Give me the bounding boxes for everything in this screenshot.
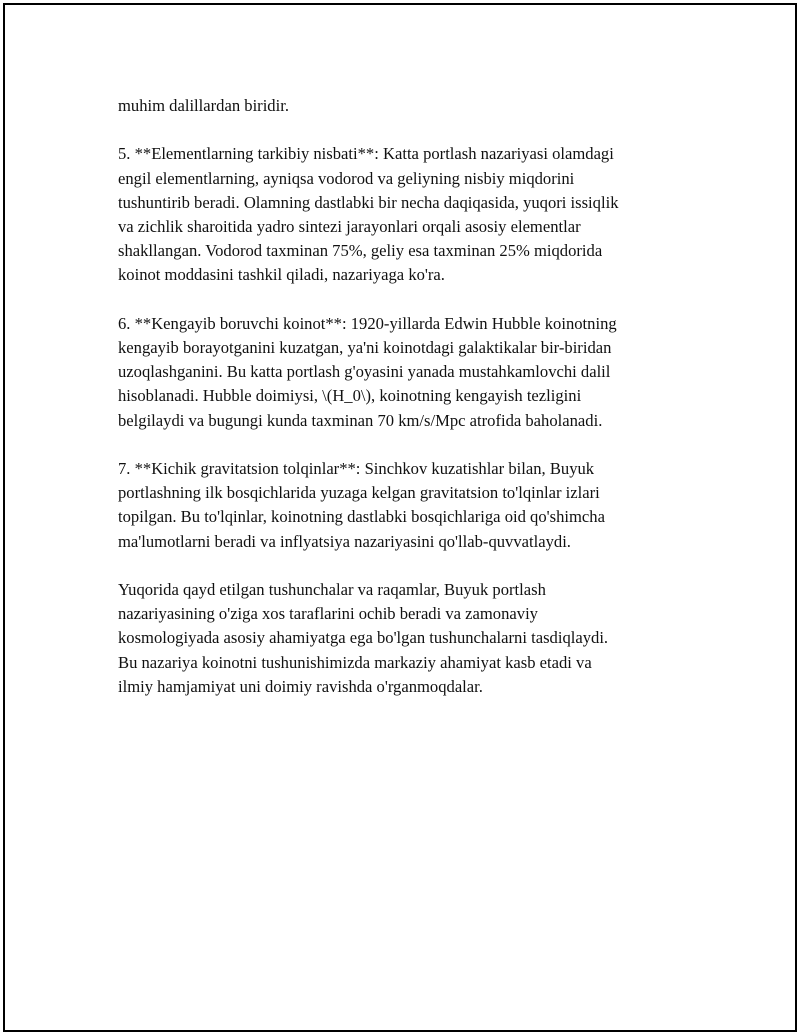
text-line: nazariyasining o'ziga xos taraflarini ochib beradi va zamonaviy: [118, 604, 538, 624]
document-page: [3, 3, 797, 1032]
text-line: kengayib borayotganini kuzatgan, ya'ni koinotdagi galaktikalar bir-biridan: [118, 338, 612, 357]
document-body: [118, 94, 708, 723]
text-line: muhim dalillardan biridir.: [118, 96, 289, 115]
text-line: Bu nazariya koinotni tushunishimizda markaziy ahamiyat kasb etadi va: [118, 652, 592, 672]
text-line: ma'lumotlarni beradi va inflyatsiya nazariyasini qo'llab-quvvatlaydi.: [118, 531, 571, 551]
text-line: Yuqorida qayd etilgan tushunchalar va raqamlar, Buyuk portlash: [118, 580, 546, 599]
text-line: uzoqlashganini. Bu katta portlash g'oyasini yanada mustahkamlovchi dalil: [118, 362, 611, 382]
paragraph-item-6: [118, 312, 708, 433]
text-line: topilgan. Bu to'lqinlar, koinotning dastlabki bosqichlariga oid qo'shimcha: [118, 507, 605, 527]
text-line: ilmiy hamjamiyat uni doimiy ravishda o'rganmoqdalar.: [118, 676, 483, 696]
text-line: koinot moddasini tashkil qiladi, nazariyaga ko'ra.: [118, 265, 445, 285]
text-line: shakllangan. Vodorod taxminan 75%, geliy esa taxminan 25% miqdorida: [118, 241, 603, 261]
paragraph-item-5: [118, 142, 708, 287]
text-line: va zichlik sharoitida yadro sintezi jarayonlari orqali asosiy elementlar: [118, 217, 581, 236]
text-line: portlashning ilk bosqichlarida yuzaga kelgan gravitatsion to'lqinlar izlari: [118, 483, 600, 503]
paragraph-conclusion: [118, 578, 708, 699]
text-line: 6. **Kengayib boruvchi koinot**: 1920-yillarda Edwin Hubble koinotning: [118, 313, 617, 333]
text-line: kosmologiyada asosiy ahamiyatga ega bo'lgan tushunchalarni tasdiqlaydi.: [118, 628, 609, 648]
text-line: 7. **Kichik gravitatsion tolqinlar**: Sinchkov kuzatishlar bilan, Buyuk: [118, 459, 595, 478]
paragraph-intro-tail: [118, 94, 708, 118]
text-line: tushuntirib beradi. Olamning dastlabki bir necha daqiqasida, yuqori issiqlik: [118, 192, 619, 212]
paragraph-item-7: [118, 457, 708, 554]
text-line: hisoblanadi. Hubble doimiysi, \(H_0\), koinotning kengayish tezligini: [118, 386, 582, 406]
text-line: belgilaydi va bugungi kunda taxminan 70 km/s/Mpc atrofida baholanadi.: [118, 410, 603, 430]
text-line: engil elementlarning, ayniqsa vodorod va geliyning nisbiy miqdorini: [118, 168, 575, 188]
text-line: 5. **Elementlarning tarkibiy nisbati**: Katta portlash nazariyasi olamdagi: [118, 144, 614, 164]
